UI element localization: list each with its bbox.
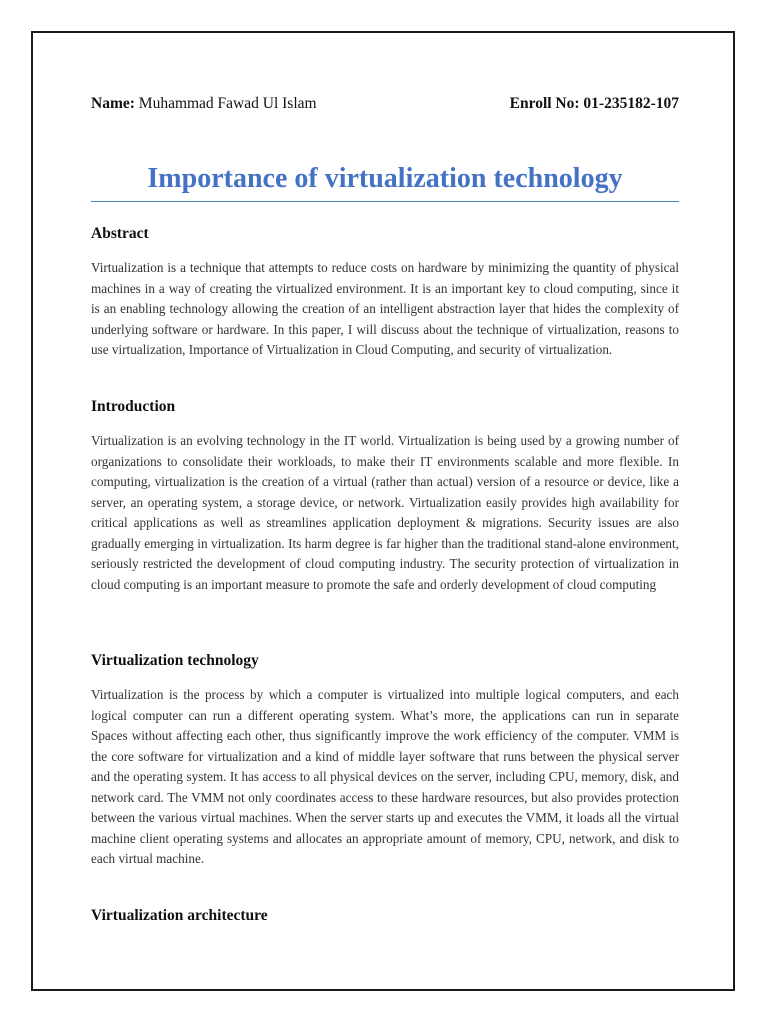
name-field [91,95,317,113]
enroll-value: 01-235182-107 [583,95,679,112]
section-paragraph: Virtualization is the process by which a computer is virtualized into multiple logical computers, and each logical computer can run a different operating system. What’s more, the applications can run in separate Spaces without affecting each other, thus significantly improve the work efficiency of the computer. VMM is the core software for virtualization and a kind of middle layer software that runs between the physical server and the operating system. It has access to all physical devices on the server, including CPU, memory, disk, and network card. The VMM not only coordinates access to these hardware resources, but also provides protection between the various virtual machines. When the server starts up and executes the VMM, it loads all the virtual machine client operating systems and allocates an appropriate amount of memory, CPU, network, and disk to each virtual machine. [91,687,679,866]
name-label: Name: [91,95,135,112]
document-title: Importance of virtualization technology [147,163,623,194]
section-heading: Abstract [91,225,149,242]
section-heading: Introduction [91,398,176,415]
section-heading: Virtualization architecture [91,907,268,924]
section-virtualization-technology [91,652,679,870]
section-paragraph: Virtualization is an evolving technology in the IT world. Virtualization is being used by a growing number of organizations to consolidate their workloads, to make their IT environments scalable and more flexible. In computing, virtualization is the creation of a virtual (rather than actual) version of a resource or device, like a server, an operating system, a storage device, or network. Virtualization easily provides high availability for critical applications as well as streamlines application deployment & migrations. Security issues are also gradually emerging in virtualization. Its harm degree is far higher than the traditional stand-alone environment, seriously restricted the development of cloud computing industry. The security protection of virtualization in cloud computing is an important measure to promote the safe and orderly development of cloud computing [91,433,679,592]
section-paragraph: Virtualization is a technique that attempts to reduce costs on hardware by minimizing the quantity of physical machines in a way of creating the virtualized environment. It is an important key to cloud computing, since it is an enabling technology allowing the creation of an intelligent abstraction layer that hides the complexity of underlying software or hardware. In this paper, I will discuss about the technique of virtualization, reasons to use virtualization, Importance of Virtualization in Cloud Computing, and security of virtualization. [91,260,679,357]
name-value: Muhammad Fawad Ul Islam [138,95,317,112]
enroll-field [510,95,679,113]
enroll-label: Enroll No: [509,95,580,112]
section-introduction [91,398,679,595]
section-virtualization-architecture [91,907,679,940]
title-underline [91,201,679,202]
section-abstract [91,225,679,361]
document-page [31,31,735,991]
student-info-row [91,95,679,113]
section-heading: Virtualization technology [91,652,259,669]
